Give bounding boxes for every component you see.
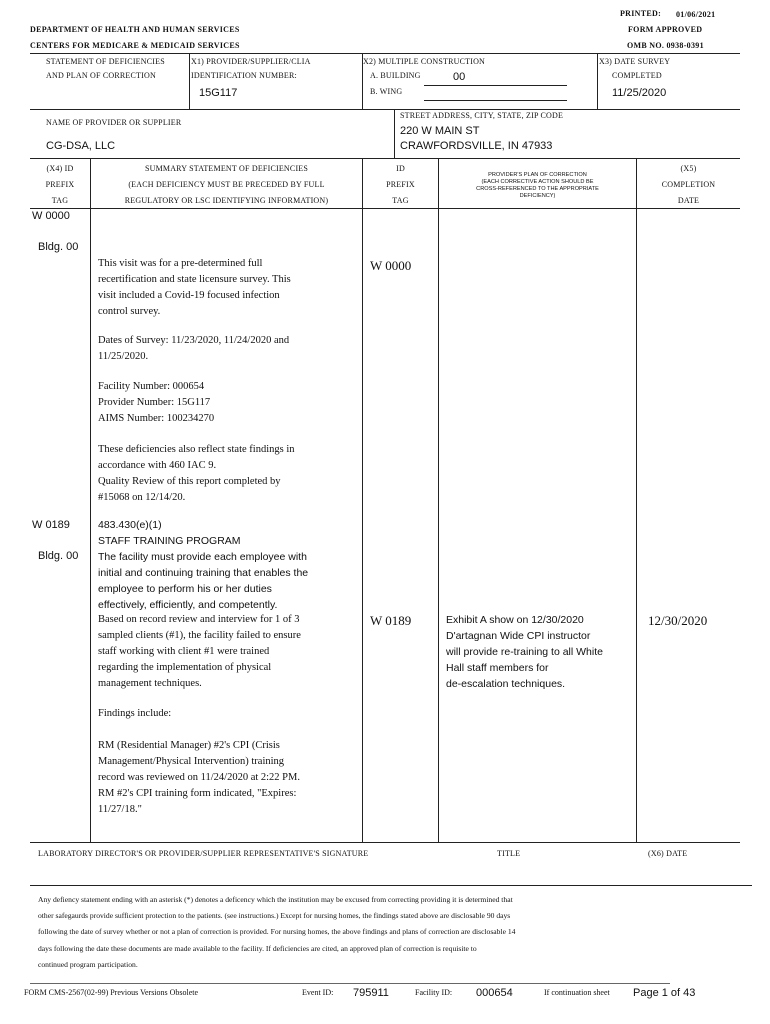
- grid-line: [30, 208, 740, 209]
- building-underline: [424, 85, 567, 86]
- x5-header-2: COMPLETION: [661, 180, 716, 189]
- omb-number: OMB NO. 0938-0391: [627, 41, 704, 50]
- findings-include: Findings include:: [98, 708, 172, 719]
- wing-underline: [424, 100, 567, 101]
- text-line: management techniques.: [98, 678, 202, 689]
- regulation-text: [98, 517, 308, 613]
- text-line: This visit was for a pre-determined full: [98, 258, 263, 269]
- prefix-tag-w0000: W 0000: [32, 210, 70, 222]
- x3-label-2: COMPLETED: [612, 71, 662, 80]
- record-review-paragraph: [98, 612, 301, 692]
- x1-label-2: IDENTIFICATION NUMBER:: [191, 71, 297, 80]
- grid-line: [362, 158, 363, 842]
- x4-header-1: (X4) ID: [46, 164, 74, 173]
- grid-line: [30, 158, 740, 159]
- completion-date: 12/30/2020: [648, 613, 708, 628]
- text-line: sampled clients (#1), the facility failed to ensure: [98, 630, 301, 641]
- plan-of-correction: [446, 612, 603, 692]
- id-header-1: ID: [396, 164, 405, 173]
- text-line: following the date of survey whether or not a plan of correction is provided. For nursing homes, the above findings and plans of correction are disclosable 14: [38, 927, 516, 937]
- text-line: recertification and state licensure survey. This: [98, 274, 291, 285]
- text-line: control survey.: [98, 306, 161, 317]
- grid-line: [438, 158, 439, 842]
- text-line: RM #2's CPI training form indicated, "Expires:: [98, 788, 297, 799]
- grid-line: [394, 109, 395, 158]
- text-line: accordance with 460 IAC 9.: [98, 460, 217, 471]
- text-line: Dates of Survey: 11/23/2020, 11/24/2020 and: [98, 335, 290, 346]
- grid-line: [636, 158, 637, 842]
- text-line: Any defiency statement ending with an asterisk (*) denotes a deficency which the institution may be excused from correcting providing it is determined that: [38, 895, 513, 904]
- state-findings-paragraph: [98, 442, 295, 506]
- grid-line: [90, 158, 91, 842]
- prefix-tag-w0189: W 0189: [32, 519, 70, 531]
- id-header-2: PREFIX: [386, 180, 415, 189]
- disclosure-notice: [38, 892, 515, 973]
- text-line: Exhibit A show on 12/30/2020: [446, 614, 584, 626]
- text-line: These deficiencies also reflect state findings in: [98, 444, 295, 455]
- text-line: Based on record review and interview for 1 of 3: [98, 614, 300, 625]
- text-line: Facility Number: 000654: [98, 381, 205, 392]
- provider-name-value: CG-DSA, LLC: [46, 140, 116, 152]
- text-line: 483.430(e)(1): [98, 519, 162, 531]
- x2-label: X2) MULTIPLE CONSTRUCTION: [363, 57, 486, 66]
- signature-divider: [30, 885, 752, 886]
- text-line: 11/27/18.": [98, 804, 142, 815]
- summary-header-3: REGULATORY OR LSC IDENTIFYING INFORMATION): [124, 196, 329, 205]
- facility-numbers-paragraph: [98, 379, 214, 427]
- statement-label-2: AND PLAN OF CORRECTION: [46, 71, 156, 80]
- wing-label: B. WING: [370, 87, 403, 96]
- text-line: RM (Residential Manager) #2's CPI (Crisis: [98, 740, 280, 751]
- facility-id-label: Facility ID:: [415, 988, 453, 997]
- x5-header-1: (X5): [680, 164, 697, 173]
- finding-paragraph-1: [98, 256, 291, 320]
- plan-header-1: PROVIDER'S PLAN OF CORRECTION: [488, 172, 587, 178]
- survey-date-value: 11/25/2020: [612, 87, 667, 99]
- form-number: FORM CMS-2567(02-99) Previous Versions Obsolete: [24, 988, 199, 997]
- event-id-value: 795911: [353, 987, 389, 999]
- id-header-3: TAG: [392, 196, 409, 205]
- text-line: STAFF TRAINING PROGRAM: [98, 535, 241, 547]
- form-approved: FORM APPROVED: [628, 25, 703, 34]
- text-line: 11/25/2020.: [98, 351, 149, 362]
- id-tag-w0189: W 0189: [370, 613, 412, 628]
- id-tag-w0000: W 0000: [370, 258, 412, 273]
- text-line: D'artagnan Wide CPI instructor: [446, 630, 591, 642]
- title-label: TITLE: [497, 849, 521, 858]
- text-line: initial and continuing training that enables the: [98, 567, 309, 579]
- text-line: visit included a Covid-19 focused infection: [98, 290, 280, 301]
- summary-header-2: (EACH DEFICIENCY MUST BE PRECEDED BY FULL: [128, 180, 325, 189]
- x4-header-2: PREFIX: [45, 180, 75, 189]
- text-line: other safegaurds provide sufficient protection to the patients. (see instructions.) Except for nursing homes, the findings stated above are disclosable 90 days: [38, 911, 511, 921]
- text-line: staff working with client #1 were trained: [98, 646, 270, 657]
- centers-title: CENTERS FOR MEDICARE & MEDICAID SERVICES: [30, 41, 240, 50]
- grid-line: [30, 53, 740, 54]
- text-line: The facility must provide each employee with: [98, 551, 307, 563]
- building-tag-1: Bldg. 00: [38, 241, 79, 253]
- facility-id-value: 000654: [476, 987, 513, 999]
- printed-label: PRINTED:: [620, 9, 662, 18]
- page-number: Page 1 of 43: [633, 987, 696, 999]
- text-line: Provider Number: 15G117: [98, 397, 211, 408]
- address-line-1: 220 W MAIN ST: [400, 125, 480, 137]
- x5-header-3: DATE: [677, 196, 700, 205]
- grid-line: [30, 842, 740, 843]
- text-line: Hall staff members for: [446, 662, 549, 674]
- text-line: Management/Physical Intervention) training: [98, 756, 285, 767]
- event-id-label: Event ID:: [302, 988, 334, 997]
- plan-header-4: DEFICIENCY): [519, 193, 556, 199]
- signature-label: LABORATORY DIRECTOR'S OR PROVIDER/SUPPLIER REPRESENTATIVE'S SIGNATURE: [38, 849, 369, 858]
- rm-training-paragraph: [98, 738, 300, 818]
- plan-header-2: (EACH CORRECTIVE ACTION SHOULD BE: [481, 179, 594, 185]
- address-line-2: CRAWFORDSVILLE, IN 47933: [400, 140, 553, 152]
- grid-line: [597, 53, 598, 109]
- text-line: record was reviewed on 11/24/2020 at 2:22 PM.: [98, 772, 300, 783]
- date-label: (X6) DATE: [648, 849, 688, 858]
- x1-label-1: X1) PROVIDER/SUPPLIER/CLIA: [191, 57, 311, 66]
- grid-line: [189, 53, 190, 109]
- printed-date: 01/06/2021: [676, 10, 716, 19]
- survey-dates-paragraph: [98, 333, 289, 365]
- department-title: DEPARTMENT OF HEALTH AND HUMAN SERVICES: [30, 25, 240, 34]
- footer-divider: [30, 983, 670, 984]
- text-line: #15068 on 12/14/20.: [98, 492, 186, 503]
- text-line: will provide re-training to all White: [446, 646, 603, 658]
- statement-label-1: STATEMENT OF DEFICIENCIES: [46, 57, 165, 66]
- text-line: de-escalation techniques.: [446, 678, 566, 690]
- building-label: A. BUILDING: [370, 71, 421, 80]
- text-line: days following the date these documents are made available to the facility. If deficiencies are cited, an approved plan of correction is requisite to: [38, 943, 477, 953]
- building-value: 00: [453, 71, 466, 83]
- text-line: Quality Review of this report completed by: [98, 476, 281, 487]
- summary-header-1: SUMMARY STATEMENT OF DEFICIENCIES: [144, 164, 309, 173]
- text-line: regarding the implementation of physical: [98, 662, 272, 673]
- provider-id-value: 15G117: [199, 87, 238, 99]
- x4-header-3: TAG: [51, 196, 69, 205]
- building-tag-2: Bldg. 00: [38, 550, 79, 562]
- text-line: effectively, efficiently, and competently.: [98, 599, 278, 611]
- provider-name-label: NAME OF PROVIDER OR SUPPLIER: [46, 118, 182, 127]
- address-label: STREET ADDRESS, CITY, STATE, ZIP CODE: [400, 111, 564, 120]
- text-line: AIMS Number: 100234270: [98, 413, 215, 424]
- continuation-label: If continuation sheet: [544, 988, 610, 997]
- plan-header-3: CROSS-REFERENCED TO THE APPROPRIATE: [476, 186, 599, 192]
- text-line: continued program participation.: [38, 959, 138, 969]
- text-line: employee to perform his or her duties: [98, 583, 272, 595]
- grid-line: [30, 109, 740, 110]
- x3-label-1: X3) DATE SURVEY: [599, 57, 671, 66]
